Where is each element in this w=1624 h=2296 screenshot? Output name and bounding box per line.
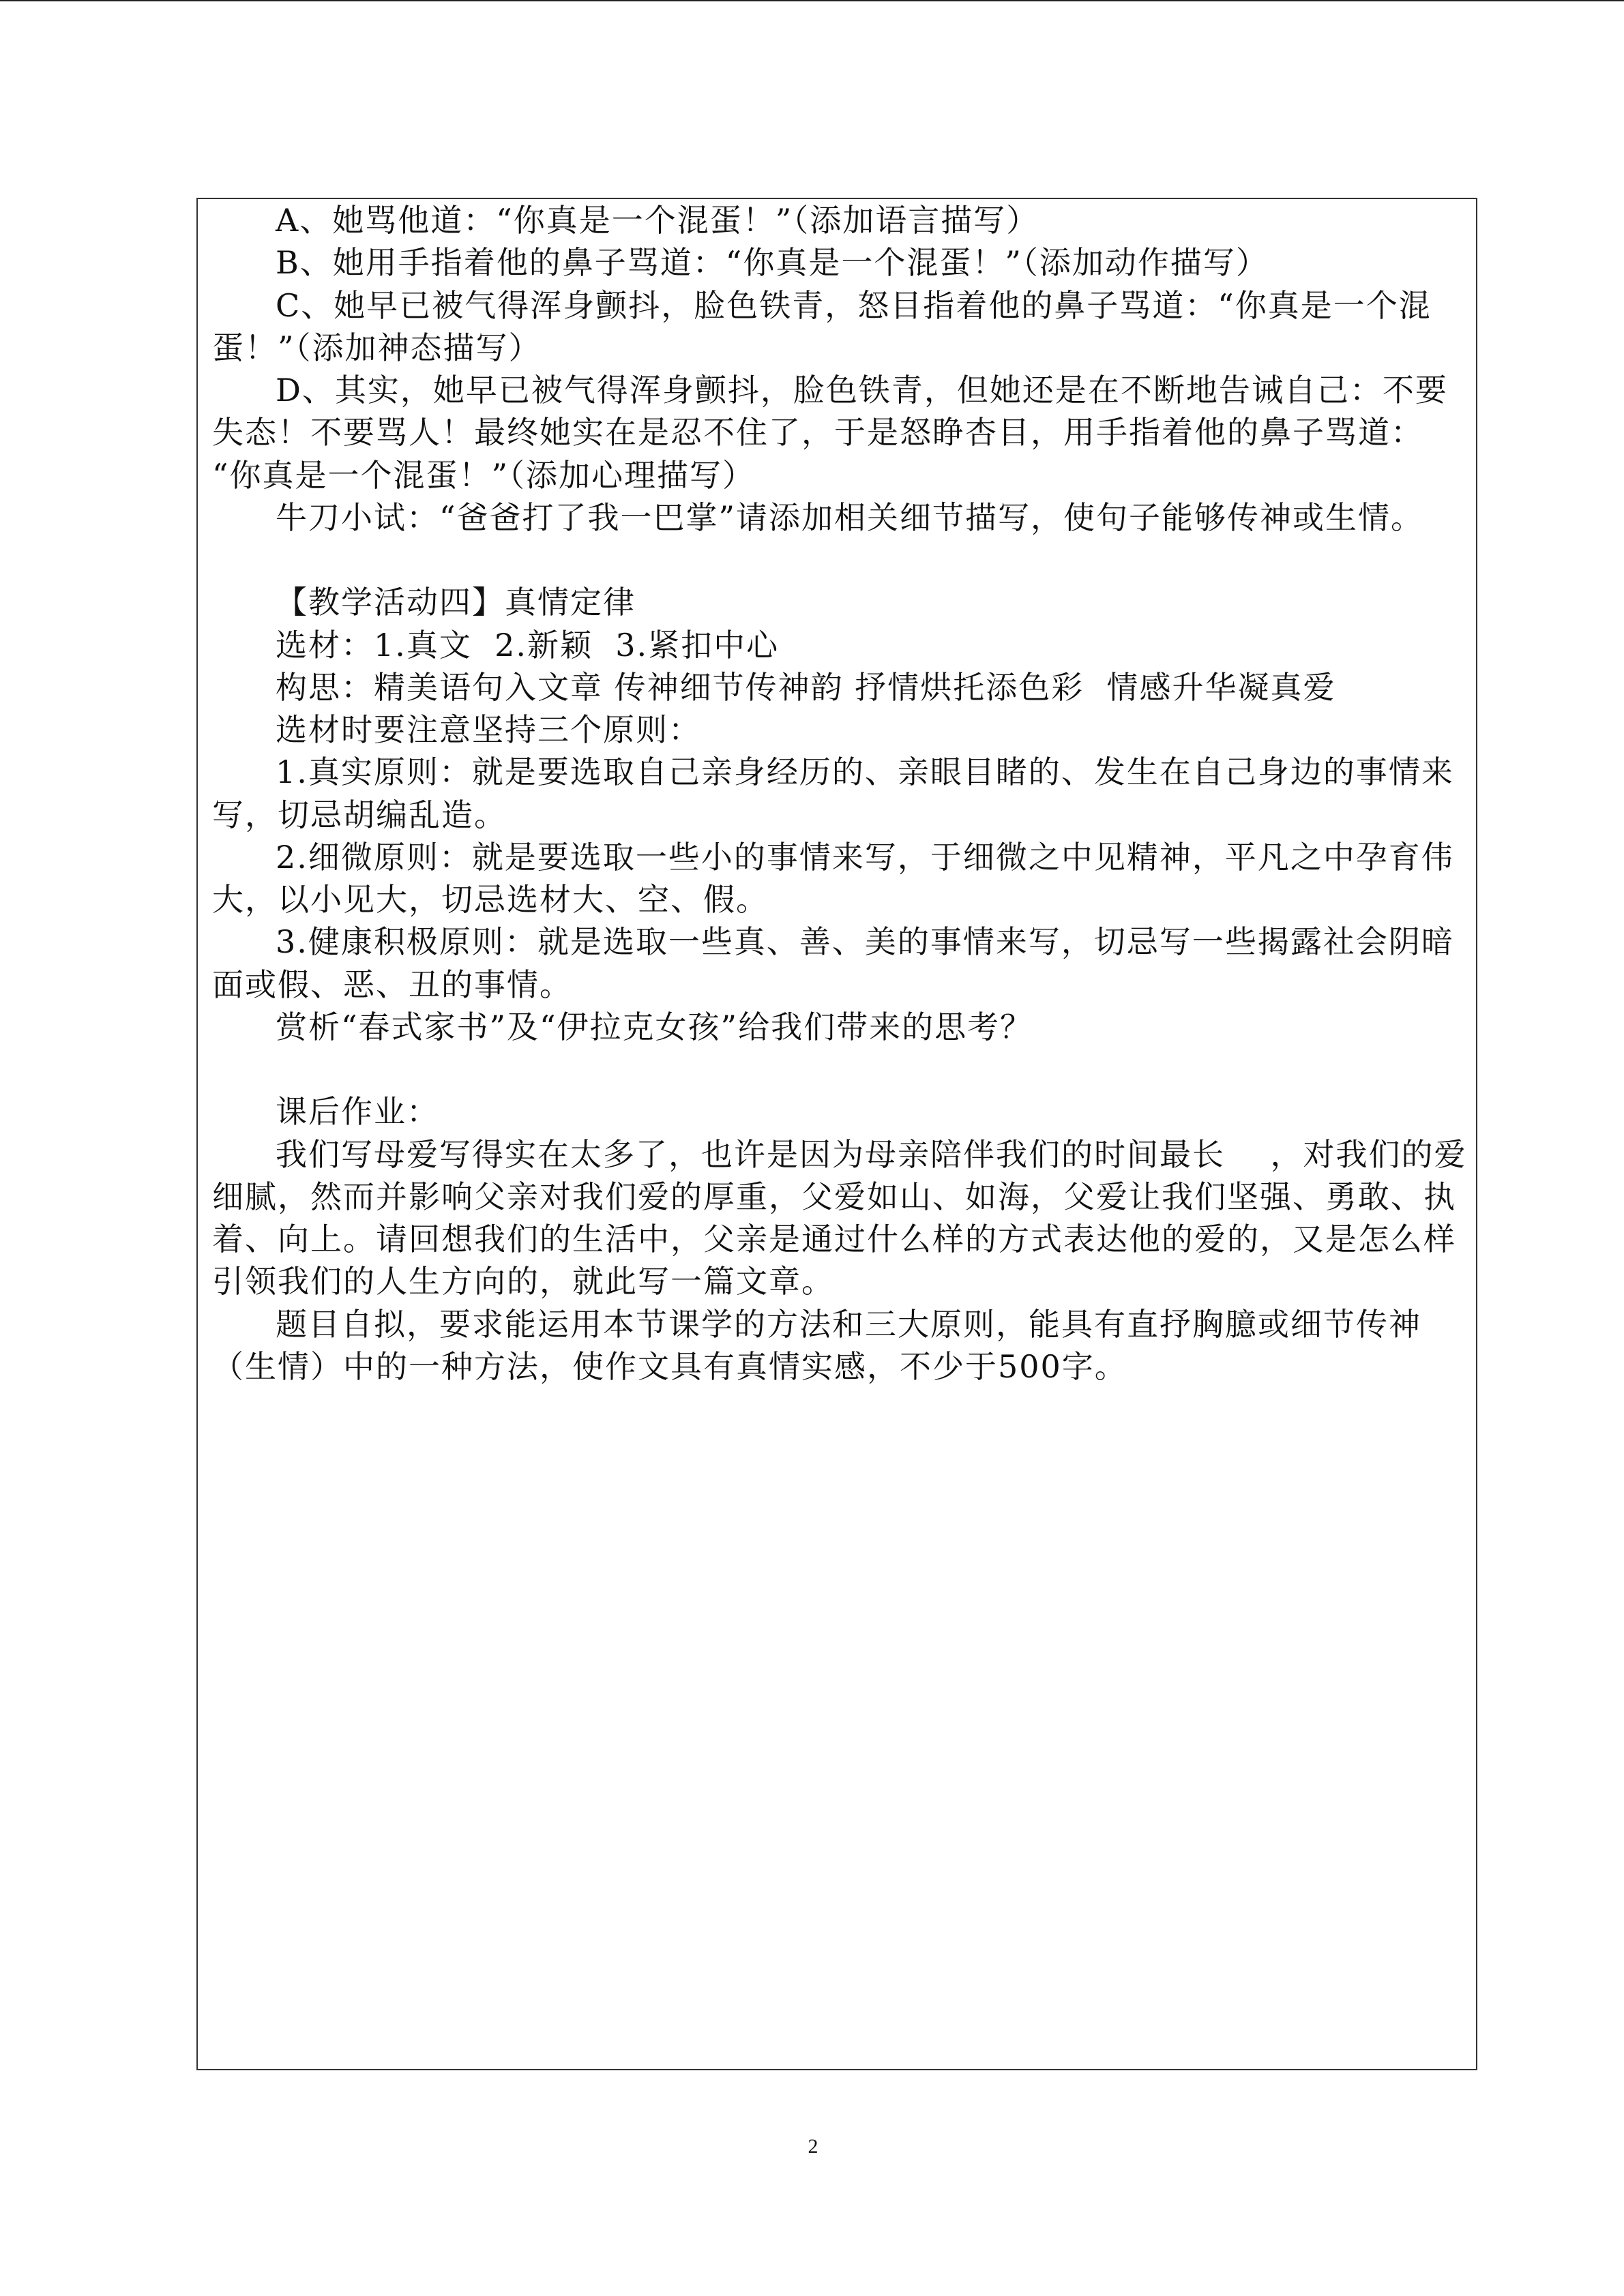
homework-line-cont: 着、向上。请回想我们的生活中，父亲是通过什么样的方式表达他的爱的，又是怎么样: [212, 1221, 1456, 1257]
principle-1-line-cont: 写，切忌胡编乱造。: [212, 796, 507, 833]
spacer: [212, 1048, 1471, 1090]
homework-line-cont: 细腻，然而并影响父亲对我们爱的厚重，父爱如山、如海，父爱让我们坚强、勇敢、执: [212, 1178, 1456, 1215]
material-selection-line: 选材：1.真文 2.新颖 3.紧扣中心: [276, 626, 780, 664]
practice-task-line: 牛刀小试：“爸爸打了我一巴掌”请添加相关细节描写，使句子能够传神或生情。: [276, 498, 1424, 536]
homework-heading: 课后作业：: [276, 1093, 439, 1131]
principle-3-line-cont: 面或假、恶、丑的事情。: [212, 966, 572, 1003]
page-number: 2: [808, 2135, 818, 2158]
homework-line: 我们写母爱写得实在太多了，也许是因为母亲陪伴我们的时间最长 ，对我们的爱: [276, 1135, 1467, 1173]
appreciation-question-line: 赏析“春式家书”及“伊拉克女孩”给我们带来的思考？: [276, 1008, 1033, 1045]
page-top-rule: [0, 0, 1624, 1]
example-c-line: C、她早已被气得浑身颤抖，脸色铁青，怒目指着他的鼻子骂道：“你真是一个混: [276, 286, 1432, 324]
principle-1-line: 1.真实原则：就是要选取自己亲身经历的、亲眼目睹的、发生在自己身边的事情来: [276, 754, 1454, 791]
principles-intro-line: 选材时要注意坚持三个原则：: [276, 711, 701, 748]
principle-2-line: 2.细微原则：就是要选取一些小的事情来写，于细微之中见精神，平凡之中孕育伟: [276, 838, 1454, 876]
homework-line-cont: 引领我们的人生方向的，就此写一篇文章。: [212, 1263, 834, 1300]
example-d-line: D、其实，她早已被气得浑身颤抖，脸色铁青，但她还是在不断地告诫自己：不要: [276, 372, 1448, 408]
lesson-text: [212, 199, 1471, 1388]
example-d-line-cont: 失态！不要骂人！最终她实在是忍不住了，于是怒睁杏目，用手指着他的鼻子骂道：: [212, 414, 1423, 451]
example-b-line: B、她用手指着他的鼻子骂道：“你真是一个混蛋！”（添加动作描写）: [276, 244, 1269, 282]
example-d-line-cont: “你真是一个混蛋！”（添加心理描写）: [212, 456, 756, 494]
example-c-line-cont: 蛋！”（添加神态描写）: [212, 329, 542, 366]
principle-3-line: 3.健康积极原则：就是选取一些真、善、美的事情来写，切忌写一些揭露社会阴暗: [276, 923, 1454, 961]
principle-2-line-cont: 大，以小见大，切忌选材大、空、假。: [212, 881, 769, 918]
lesson-content-box: [196, 198, 1477, 2070]
homework-requirement-line: 题目自拟，要求能运用本节课学的方法和三大原则，能具有直抒胸臆或细节传神: [276, 1305, 1421, 1343]
homework-requirement-line-cont: （生情）中的一种方法，使作文具有真情实感，不少于500字。: [212, 1347, 1127, 1385]
composition-line: 构思：精美语句入文章 传神细节传神韵 抒情烘托添色彩 情感升华凝真爱: [276, 668, 1336, 706]
activity-four-heading: 【教学活动四】真情定律: [276, 584, 636, 621]
spacer: [212, 539, 1471, 581]
example-a-line: A、她骂他道：“你真是一个混蛋！”（添加语言描写）: [276, 202, 1039, 239]
